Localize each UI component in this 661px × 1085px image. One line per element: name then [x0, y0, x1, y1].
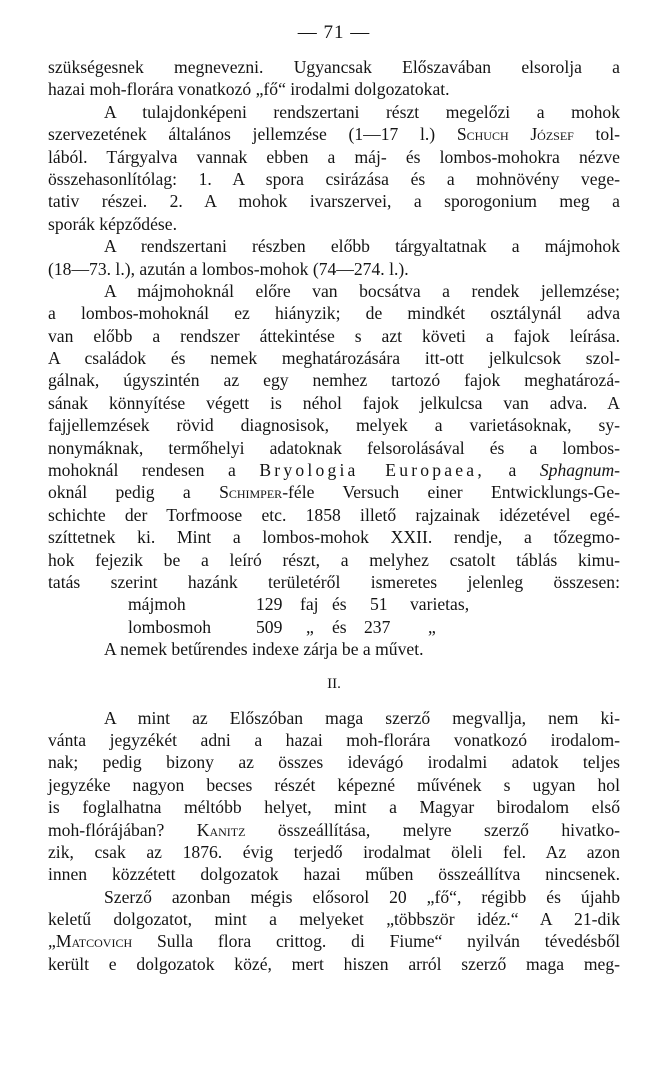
- text-line: tativ részei. 2. A mohok ivarszervei, a sporogonium meg a: [48, 191, 620, 212]
- tally-count: 509: [256, 616, 283, 637]
- text-line: van előbb a rendszer áttekintése s azt követi a fajok leírása.: [48, 325, 620, 346]
- text-line: jegyzéke nagyon becses részét képezné művének s ugyan hol: [48, 774, 620, 795]
- text-line: schichte der Torfmoose etc. 1858 illető rajzainak idézetével egé-: [48, 504, 620, 525]
- author-name: Kanitz: [196, 819, 246, 840]
- text-line: is foglalhatna méltóbb helyet, mint a Magyar birodalom első: [48, 797, 620, 818]
- text-line: (18—73. l.), azután a lombos-mohok (74—274. l.).: [48, 258, 409, 279]
- paragraph-6: [48, 707, 620, 886]
- text-line: fajjellemzések rövid diagnosisok, melyek a varietásoknak, sy-: [48, 415, 620, 436]
- text-line: A mint az Előszóban maga szerző megvallja, nem ki-: [104, 707, 620, 728]
- text-line: szükségesnek megnevezni. Ugyancsak Előszavában elsorolja a: [48, 57, 620, 77]
- text-line: „Matcovich Sulla flora crittog. di Fiume“ nyilván tévedésből: [48, 931, 621, 952]
- tally-row: [48, 616, 620, 638]
- text-line: moh-flórájában? Kanitz összeállítása, melyre szerző hivatko-: [48, 819, 621, 840]
- text-line: összehasonlítólag: 1. A spora csirázása és a mohnövény vege-: [48, 168, 620, 189]
- tally-name: májmoh: [128, 594, 186, 615]
- text-line: került e dolgozatok közé, mert hiszen arról szerző maga meg-: [48, 953, 620, 974]
- text-line: sának könnyítése végett is néhol fajok jelkulcsa van adva. A: [48, 392, 620, 413]
- text-line: A rendszertani részben előbb tárgyaltatnak a májmohok: [104, 236, 620, 257]
- tally-unit: „: [306, 616, 314, 637]
- paragraph-4: [48, 280, 620, 593]
- paragraph-2: [48, 101, 620, 235]
- text-line: keletű dolgozatot, mint a melyeket „többször idéz.“ A 21-dik: [48, 909, 620, 930]
- text-line: tatás szerint hazánk területéről ismeretes jelenleg összesen:: [48, 571, 620, 592]
- text-line: Szerző azonban mégis elősorol 20 „fő“, régibb és újahb: [104, 886, 620, 907]
- tally-count: 129: [256, 594, 283, 615]
- text-line: hazai moh-florára vonatkozó „fő“ irodalmi dolgozatokat.: [48, 79, 450, 100]
- text-line: szervezetének általános jellemzése (1—17 l.) Schuch József tol-: [48, 124, 620, 145]
- text-line: sporák képződése.: [48, 213, 177, 234]
- tally-name: lombosmoh: [128, 616, 212, 637]
- text-line: mohoknál rendesen a Bryologia Europaea, a Sphagnum-: [48, 460, 621, 481]
- text-line: a lombos-mohoknál ez hiányzik; de mindkét osztálynál adva: [48, 303, 620, 324]
- tally-row: [48, 593, 620, 615]
- species-tally: [48, 593, 620, 638]
- tally-var-count: 237: [364, 616, 391, 637]
- text-line: zik, csak az 1876. évig terjedő irodalmat öleli fel. Az azon: [48, 841, 620, 862]
- tally-and: és: [332, 616, 347, 637]
- paragraph-5: A nemek betűrendes indexe zárja be a művet.: [104, 639, 424, 660]
- text-line: innen közzétett dolgozatok hazai műben összeállítva nincsenek.: [48, 864, 620, 885]
- section-heading: II.: [327, 675, 341, 692]
- text-line: oknál pedig a Schimper-féle Versuch einer Entwicklungs-Ge-: [48, 482, 620, 503]
- text-line: szíttetnek ki. Mint a lombos-mohok XXII. rendje, a tőzegmo-: [48, 527, 620, 548]
- text-line: A tulajdonképeni rendszertani részt megelőzi a mohok: [104, 101, 620, 122]
- tally-and: és: [332, 594, 347, 615]
- tally-var-label: varietas,: [410, 594, 470, 615]
- paragraph-7: [48, 886, 620, 976]
- text-line: vánta jegyzékét adni a hazai moh-florára vonatkozó irodalom-: [48, 729, 620, 750]
- text-line: gálnak, úgyszintén az egy nemhez tartozó fajok meghatározá-: [48, 370, 620, 391]
- text-line: lából. Tárgyalva vannak ebben a máj- és lombos-mohokra nézve: [48, 146, 620, 167]
- book-page: [48, 18, 620, 975]
- author-name: Schimper: [219, 482, 283, 503]
- author-name: Schuch József: [456, 124, 574, 145]
- text-line: A családok és nemek meghatározására itt-ott jelkulcsok szol-: [48, 348, 620, 369]
- author-name: Matcovich: [55, 931, 133, 952]
- text-line: nak; pedig bizony az összes idevágó irodalmi adatok teljes: [48, 752, 620, 773]
- paragraph-3: [48, 235, 620, 280]
- tally-var-count: 51: [370, 594, 388, 615]
- paragraph-1: [48, 56, 620, 101]
- page-number: — 71 —: [297, 22, 371, 43]
- tally-var-label: „: [428, 616, 436, 637]
- text-line: nonymáknak, termőhelyi adatoknak felsorolásával és a lombos-: [48, 437, 620, 458]
- text-line: hok fejezik be a leíró részt, a melyhez csatolt táblás kimu-: [48, 549, 620, 570]
- genus-name: Sphagnum-: [539, 460, 621, 481]
- work-title-spaced: Bryologia Europaea,: [259, 460, 485, 481]
- text-line: A májmohoknál előre van bocsátva a rendek jellemzése;: [104, 280, 620, 301]
- tally-unit: faj: [300, 594, 319, 615]
